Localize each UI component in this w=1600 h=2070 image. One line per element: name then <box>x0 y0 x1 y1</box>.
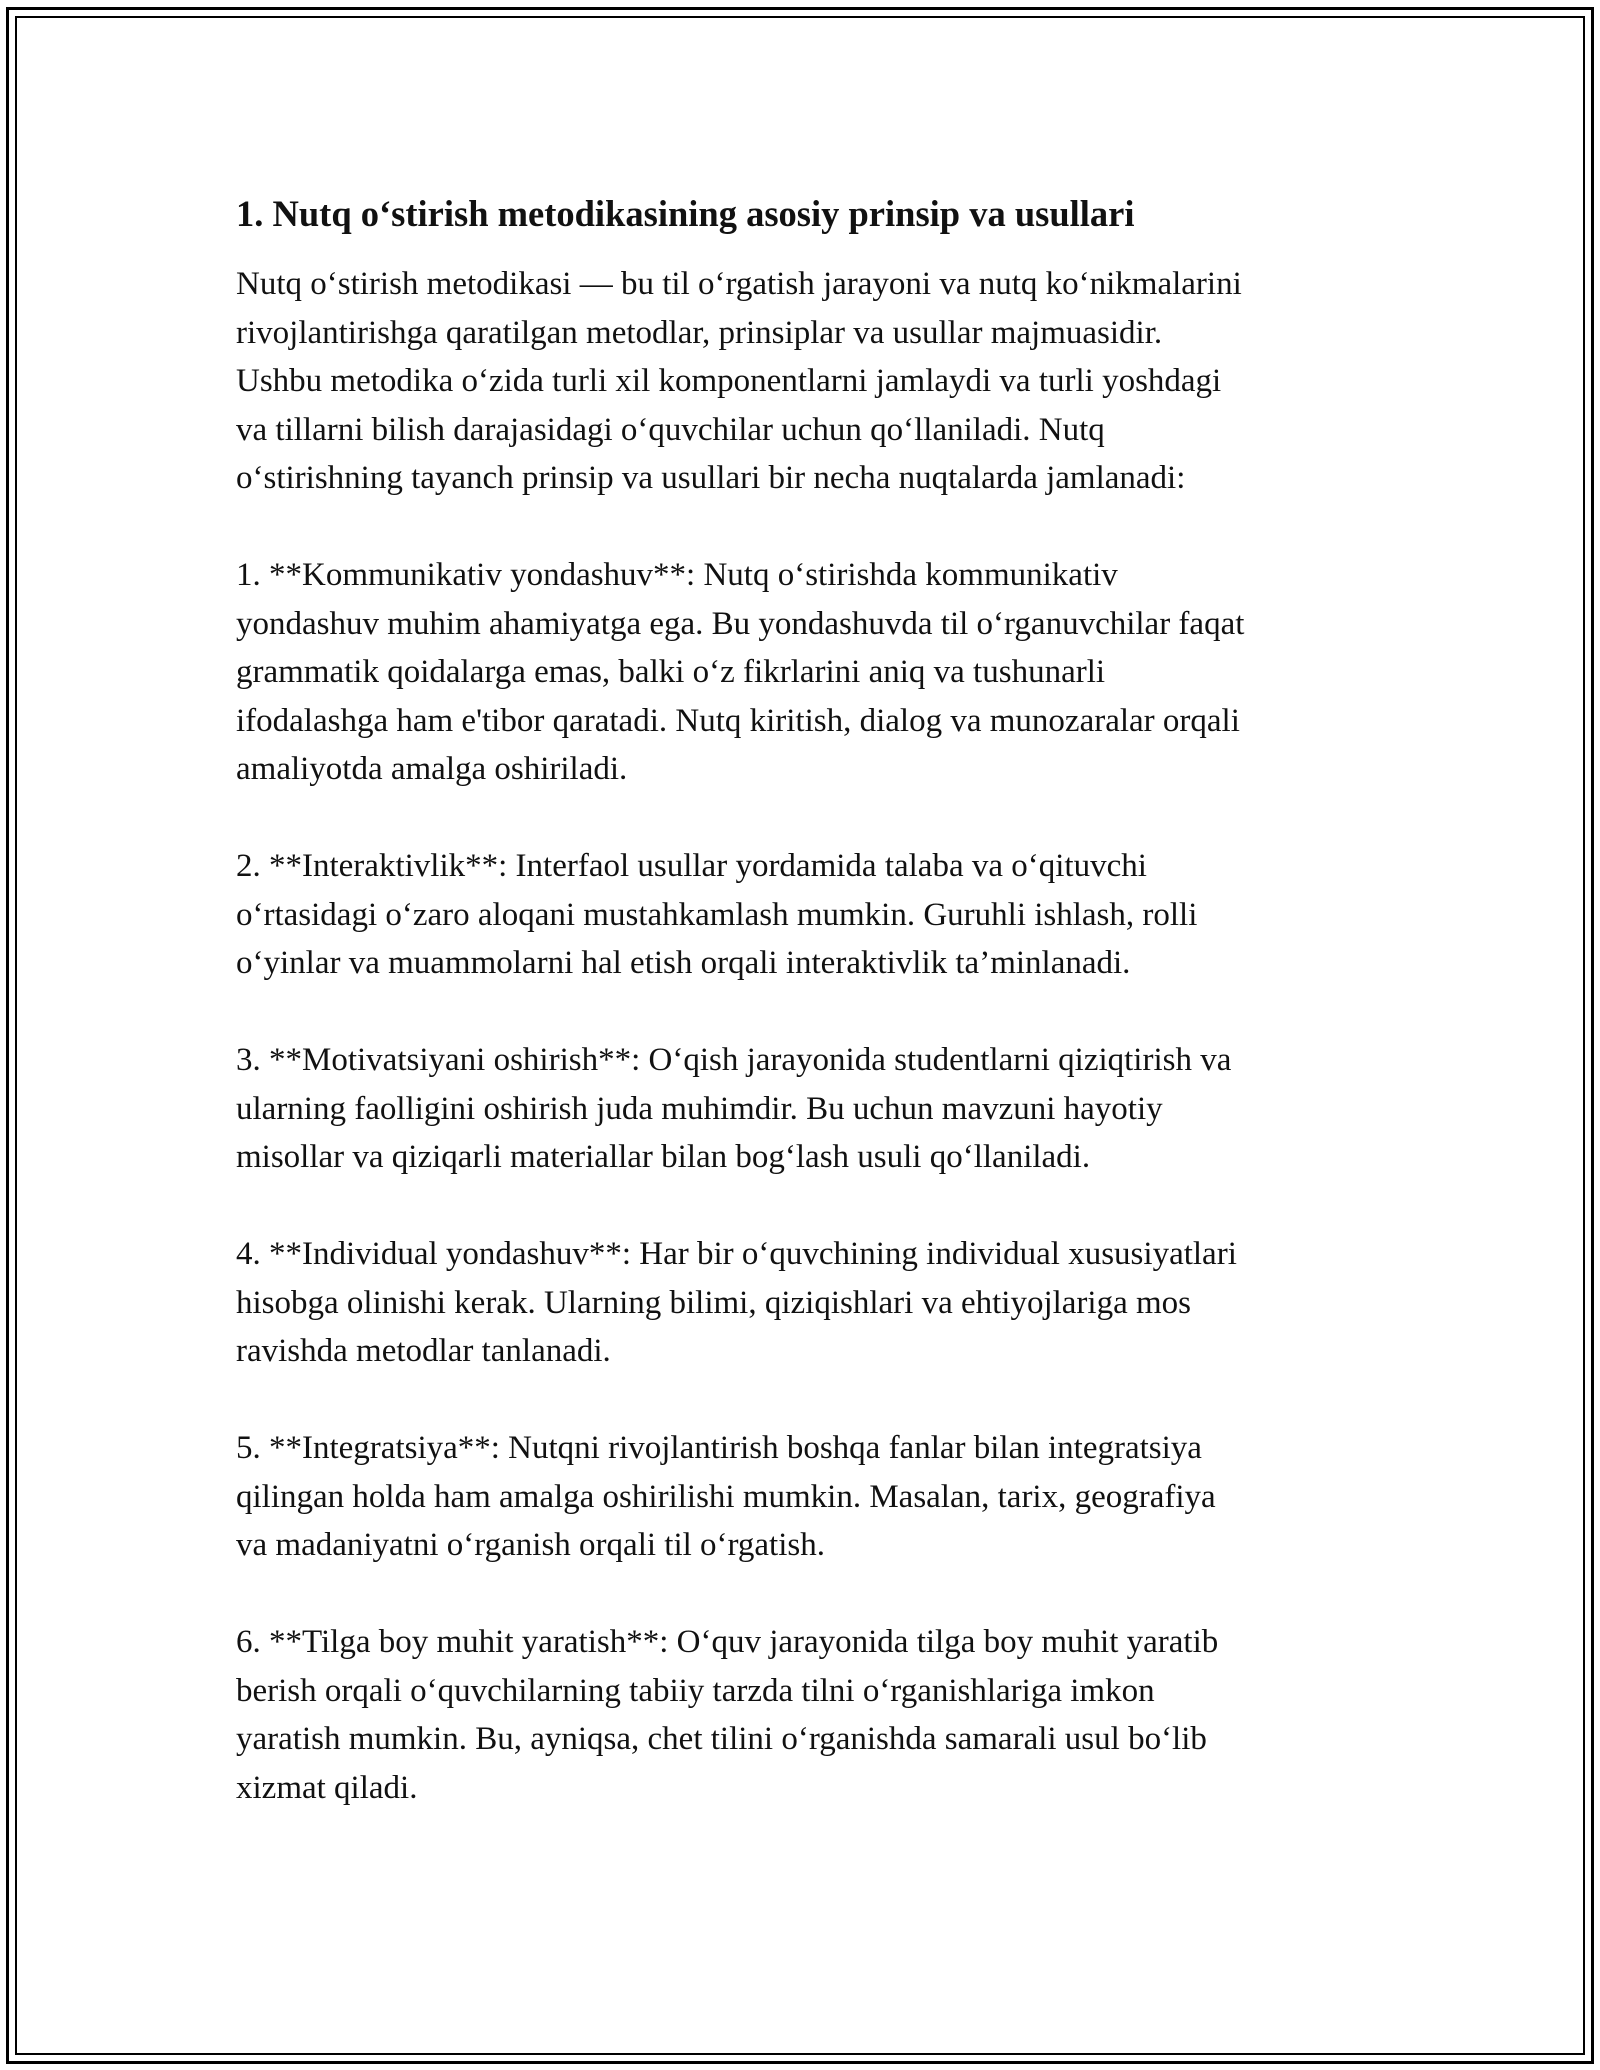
intro-line: Nutq o‘stirish metodikasi — bu til o‘rgatish jarayoni va nutq ko‘nikmalarini <box>236 266 1242 302</box>
intro-paragraph <box>236 260 1366 503</box>
list-item-line: ravishda metodlar tanlanadi. <box>236 1333 611 1369</box>
list-item-line: grammatik qoidalarga emas, balki o‘z fikrlarini aniq va tushunarli <box>236 654 1106 690</box>
list-item-line: 6. **Tilga boy muhit yaratish**: O‘quv jarayonida tilga boy muhit yaratib <box>236 1624 1219 1660</box>
intro-line: Ushbu metodika o‘zida turli xil komponentlarni jamlaydi va turli yoshdagi <box>236 363 1222 399</box>
list-item-kommunikativ-yondashuv <box>236 551 1366 794</box>
list-item-line: xizmat qiladi. <box>236 1769 418 1806</box>
list-item-line: 5. **Integratsiya**: Nutqni rivojlantirish boshqa fanlar bilan integratsiya <box>236 1430 1202 1466</box>
list-item-line: o‘rtasidagi o‘zaro aloqani mustahkamlash mumkin. Guruhli ishlash, rolli <box>236 896 1198 933</box>
list-item-line: berish orqali o‘quvchilarning tabiiy tarzda tilni o‘rganishlariga imkon <box>236 1672 1155 1709</box>
intro-line: o‘stirishning tayanch prinsip va usullari bir necha nuqtalarda jamlanadi: <box>236 460 1186 496</box>
list-item-interaktivlik <box>236 842 1366 988</box>
intro-line: rivojlantirishga qaratilgan metodlar, prinsiplar va usullar majmuasidir. <box>236 314 1163 351</box>
intro-line: va tillarni bilish darajasidagi o‘quvchilar uchun qo‘llaniladi. Nutq <box>236 411 1105 448</box>
list-item-line: ularning faolligini oshirish juda muhimdir. Bu uchun mavzuni hayotiy <box>236 1090 1163 1127</box>
document-body <box>236 186 1366 1812</box>
list-item-line: yaratish mumkin. Bu, ayniqsa, chet tilini o‘rganishda samarali usul bo‘lib <box>236 1721 1207 1757</box>
document-title: 1. Nutq o‘stirish metodikasining asosiy prinsip va usullari <box>236 193 1135 234</box>
list-item-line: hisobga olinishi kerak. Ularning bilimi, qiziqishlari va ehtiyojlariga mos <box>236 1284 1192 1321</box>
list-item-line: misollar va qiziqarli materiallar bilan bog‘lash usuli qo‘llaniladi. <box>236 1139 1091 1175</box>
list-item-line: va madaniyatni o‘rganish orqali til o‘rgatish. <box>236 1527 825 1563</box>
list-item-line: 1. **Kommunikativ yondashuv**: Nutq o‘stirishda kommunikativ <box>236 557 1118 593</box>
list-item-line: yondashuv muhim ahamiyatga ega. Bu yondashuvda til o‘rganuvchilar faqat <box>236 605 1245 642</box>
list-item-line: ifodalashga ham e'tibor qaratadi. Nutq kiritish, dialog va munozaralar orqali <box>236 702 1240 739</box>
list-item-line: 4. **Individual yondashuv**: Har bir o‘quvchining individual xususiyatlari <box>236 1236 1237 1272</box>
list-item-line: 3. **Motivatsiyani oshirish**: O‘qish jarayonida studentlarni qiziqtirish va <box>236 1042 1232 1078</box>
list-item-motivatsiyani-oshirish <box>236 1036 1366 1182</box>
list-item-tilga-boy-muhit <box>236 1618 1366 1812</box>
list-item-integratsiya <box>236 1424 1366 1570</box>
list-item-line: o‘yinlar va muammolarni hal etish orqali interaktivlik ta’minlanadi. <box>236 945 1131 981</box>
list-item-line: 2. **Interaktivlik**: Interfaol usullar yordamida talaba va o‘qituvchi <box>236 848 1147 884</box>
list-item-line: amaliyotda amalga oshiriladi. <box>236 751 628 787</box>
list-item-line: qilingan holda ham amalga oshirilishi mumkin. Masalan, tarix, geografiya <box>236 1478 1216 1515</box>
list-item-individual-yondashuv <box>236 1230 1366 1376</box>
